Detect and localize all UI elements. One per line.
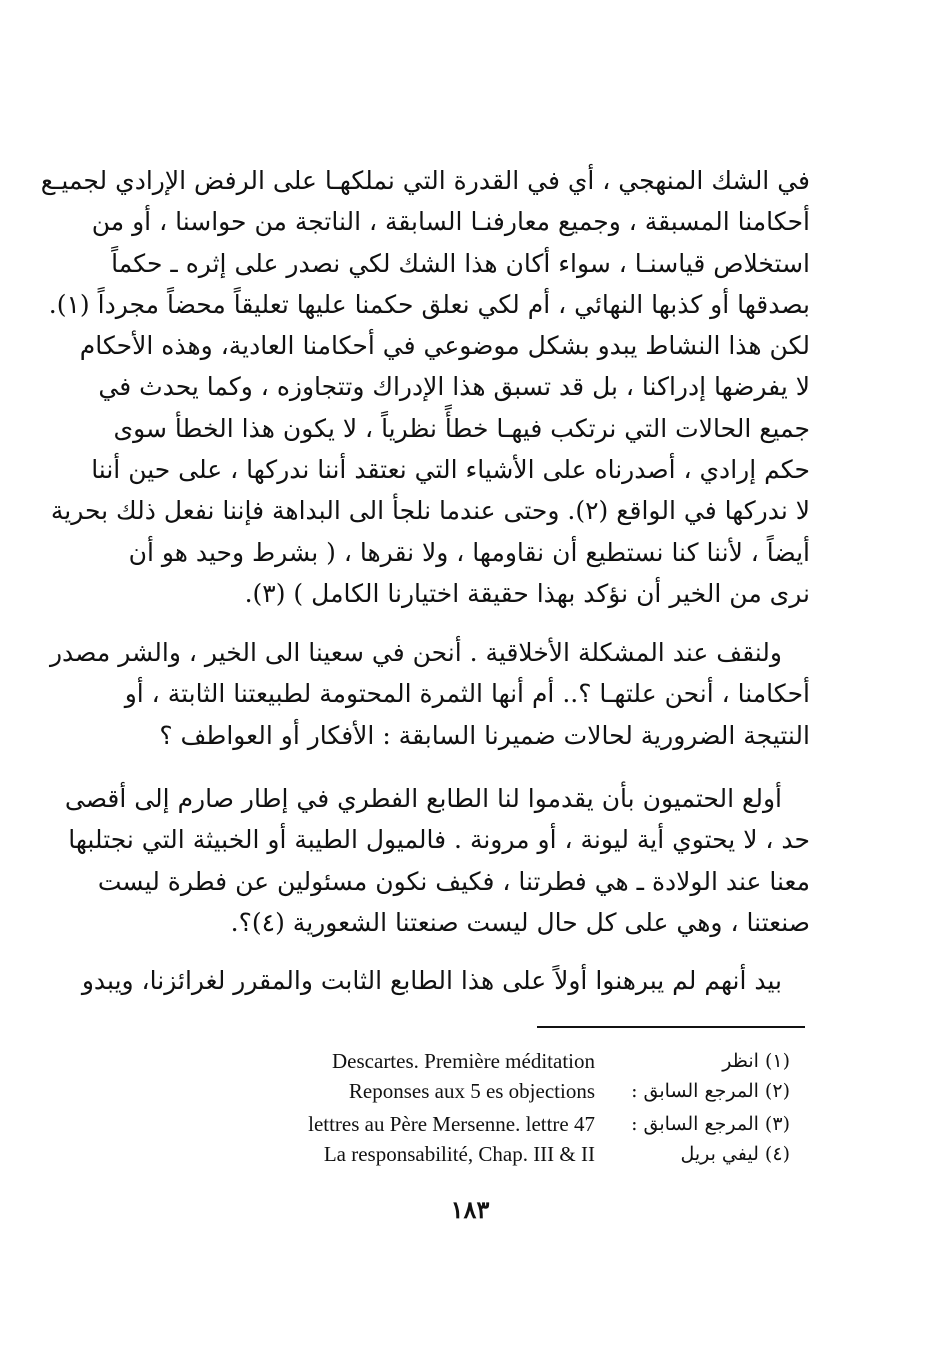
footnote-separator [537, 1026, 805, 1028]
footnote-3 [230, 1108, 790, 1140]
text-line: صنعتنا ، وهي على كل حال ليست صنعتنا الشعورية (٤)؟. [230, 907, 810, 937]
footnote-1 [230, 1045, 790, 1077]
paragraph-1 [40, 160, 810, 614]
text-line: نرى من الخير أن نؤكد بهذا حقيقة اختيارنا الكامل ) (٣). [244, 578, 810, 608]
text-line: النتيجة الضرورية لحالات ضميرنا السابقة : الأفكار أو العواطف ؟ [159, 720, 810, 750]
footnote-marker: (١) انظر [722, 1050, 790, 1072]
text-line: لا يفرضها إدراكنا ، بل قد تسبق هذا الإدراك وتتجاوزه ، وكما يحدث في [98, 372, 810, 402]
text-line: لكن هذا النشاط يبدو بشكل موضوعي في أحكامنا العادية، وهذه الأحكام [79, 331, 810, 361]
footnote-reference: Descartes. Première méditation [332, 1049, 595, 1073]
text-line: ولنقف عند المشكلة الأخلاقية . أنحن في سعينا الى الخير ، والشر مصدر [49, 638, 782, 667]
text-line: جميع الحالات التي نرتكب فيهـا خطأً نظرياً ، لا يكون هذا الخطأ سوى [113, 413, 810, 443]
text-line: بصدقها أو كذبها النهائي ، أم لكي نعلق حكمنا عليها تعليقاً محضاً مجرداً (١). [48, 289, 810, 319]
text-line: لا ندركها في الواقع (٢). وحتى عندما نلجأ الى البداهة فإننا نفعل ذلك بحرية [50, 496, 810, 526]
paragraph-2 [49, 632, 810, 756]
paragraph-4 [81, 960, 810, 1001]
text-line: أحكامنا ، أنحن علتهـا ؟.. أم أنها الثمرة المحتومة لطبيعتنا الثابتة ، أو [124, 679, 810, 709]
footnote-reference: La responsabilité, Chap. III & II [323, 1142, 595, 1166]
footnote-marker: (٣) المرجع السابق : [631, 1113, 790, 1135]
text-line: أحكامنا المسبقة ، وجميع معارفنـا السابقة ، الناتجة من حواسنا ، أو من [91, 207, 810, 237]
footnote-marker: (٢) المرجع السابق : [631, 1080, 790, 1102]
footnote-2 [230, 1075, 790, 1107]
footnote-4 [230, 1138, 790, 1170]
text-line: أيضاً ، لأننا كنا نستطيع أن نقاومها ، ولا نقرها ، ( بشرط وحيد هو أن [128, 537, 810, 567]
text-line: معنا عند الولادة ـ هي فطرتنا ، فكيف نكون مسئولين عن فطرة ليست [97, 866, 810, 896]
page-number: ١٨٣ [450, 1195, 490, 1224]
text-line: في الشك المنهجي ، أي في القدرة التي نملكهـا على الرفض الإرادي لجميـع [40, 166, 810, 195]
text-line: حكم إرادي ، أصدرناه على الأشياء التي نعتقد أننا ندركها ، على حين أننا [91, 455, 810, 485]
footnote-reference: lettres au Père Mersenne. lettre 47 [308, 1112, 595, 1136]
text-line: أولع الحتميون بأن يقدموا لنا الطابع الفطري في إطار صارم إلى أقصى [64, 784, 782, 813]
paragraph-3 [64, 778, 810, 943]
text-line: بيد أنهم لم يبرهنوا أولاً على هذا الطابع الثابت والمقرر لغرائزنا، ويبدو [81, 966, 782, 995]
text-line: حد ، لا يحتوي أية ليونة ، أو مرونة . فالميول الطيبة أو الخبيثة التي نجتلبها [68, 825, 810, 855]
footnote-reference: Reponses aux 5 es objections [348, 1079, 595, 1103]
footnote-marker: (٤) ليفي بريل [680, 1143, 790, 1165]
text-line: استخلاص قياسنـا ، سواء أكان هذا الشك لكي نصدر على إثره ـ حكماً [111, 248, 810, 278]
